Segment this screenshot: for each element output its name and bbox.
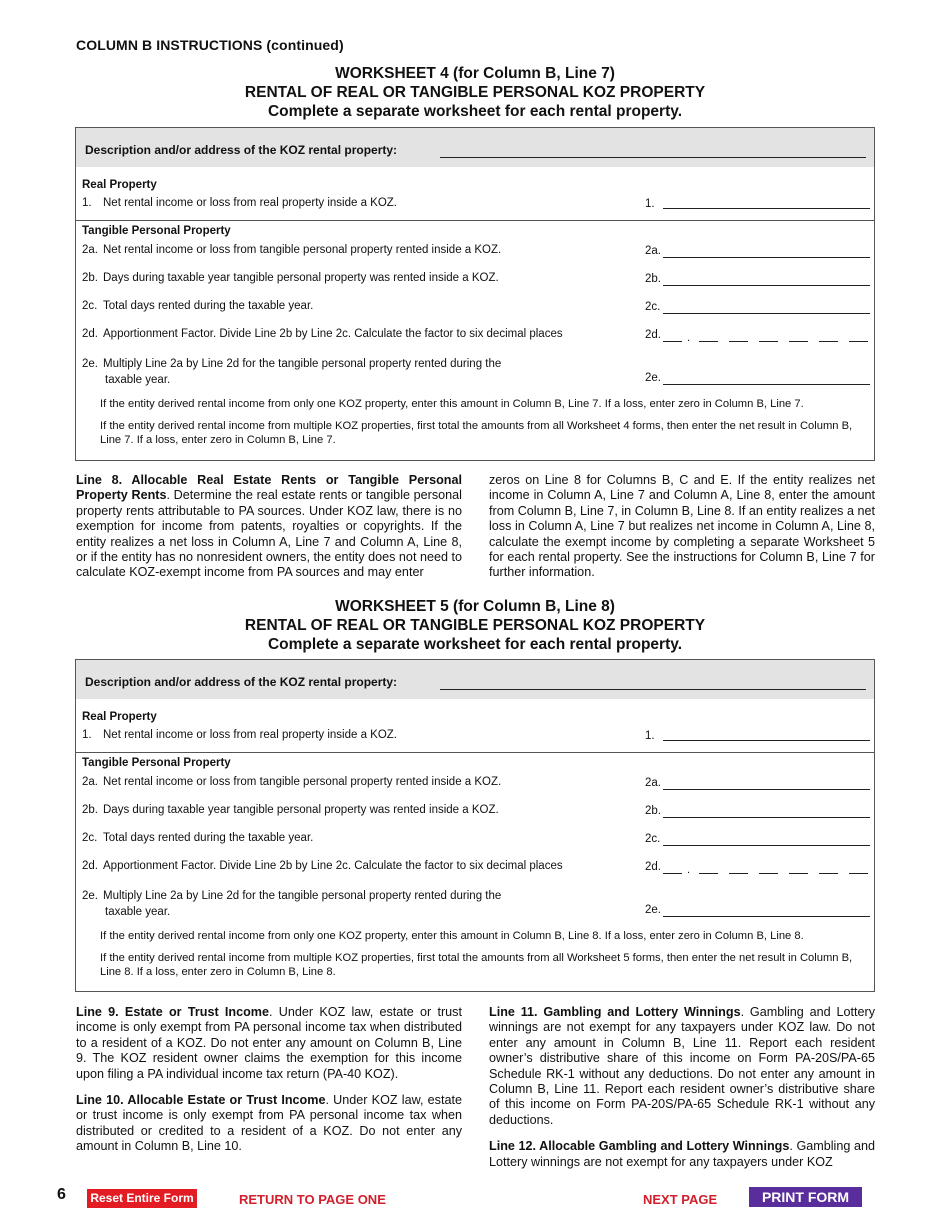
line-2c-field[interactable] bbox=[663, 313, 870, 314]
lower-left-column bbox=[76, 1005, 462, 1166]
section-divider bbox=[76, 220, 874, 221]
line-2d-ref: 2d. bbox=[645, 329, 661, 341]
description-field[interactable] bbox=[440, 689, 866, 690]
line-2a-text: Net rental income or loss from tangible personal property rented inside a KOZ. bbox=[103, 776, 502, 788]
line-8-body-right: zeros on Line 8 for Columns B, C and E. If the entity realizes net income in Column A, Line 7 and Column A, Line 8, enter the amount from Column B, Line 7, in Column B, Line 8. If an entity realizes a net loss in Column A, Line 7 but realizes net income in Column A, Line 8, calculate the exempt income by completing a separate Worksheet 5 for each rental property. See the instructions for Column B, Line 7 for further information. bbox=[489, 473, 875, 580]
section-header: COLUMN B INSTRUCTIONS (continued) bbox=[76, 37, 344, 53]
line-1-text: Net rental income or loss from real property inside a KOZ. bbox=[103, 197, 398, 209]
worksheet-4-note-2: If the entity derived rental income from multiple KOZ properties, first total the amounts from all Worksheet 4 forms, then enter the net result in Column B, Line 7. If a loss, enter zero in Column B, Line 7. bbox=[100, 420, 853, 446]
line-2e-text: Multiply Line 2a by Line 2d for the tangible personal property rented during the bbox=[103, 890, 502, 902]
line-2b-label bbox=[82, 272, 499, 284]
worksheet-5-description-row bbox=[76, 660, 874, 699]
line-2e-number: 2e. bbox=[82, 890, 98, 902]
worksheet-4-title-line1: WORKSHEET 4 (for Column B, Line 7) bbox=[335, 65, 615, 82]
line-2d-number: 2d. bbox=[82, 860, 98, 872]
line-2b-number: 2b. bbox=[82, 804, 98, 816]
line-2e-text-cont: taxable year. bbox=[105, 906, 171, 918]
description-label: Description and/or address of the KOZ rental property: bbox=[85, 143, 398, 157]
line-2d-ref: 2d. bbox=[645, 861, 661, 873]
line-1-field[interactable] bbox=[663, 208, 870, 209]
line-2a-text: Net rental income or loss from tangible personal property rented inside a KOZ. bbox=[103, 244, 502, 256]
lower-right-column bbox=[489, 1005, 875, 1181]
reset-form-button[interactable]: Reset Entire Form bbox=[87, 1189, 197, 1208]
line-2b-ref: 2b. bbox=[645, 805, 661, 817]
line-8-heading: Line 8. Allocable Real Estate Rents or Tangible Personal Property Rents bbox=[76, 473, 462, 503]
line-2b-ref: 2b. bbox=[645, 273, 661, 285]
worksheet-4-title-line2: RENTAL OF REAL OR TANGIBLE PERSONAL KOZ PROPERTY bbox=[244, 84, 706, 101]
line-1-field[interactable] bbox=[663, 740, 870, 741]
line-12-body: . Gambling and Lottery winnings are not exempt for any taxpayers under KOZ bbox=[489, 1139, 875, 1169]
worksheet-5-note-2: If the entity derived rental income from multiple KOZ properties, first total the amounts from all Worksheet 5 forms, then enter the net result in Column B, Line 8. If a loss, enter zero in Column B, Line 8. bbox=[100, 952, 853, 978]
line-11-heading: Line 11. Gambling and Lottery Winnings bbox=[489, 1005, 741, 1019]
line-2d-text: Apportionment Factor. Divide Line 2b by Line 2c. Calculate the factor to six decimal places bbox=[103, 328, 563, 340]
worksheet-5-title bbox=[76, 597, 874, 654]
line-2c-label bbox=[82, 300, 313, 312]
line-2a-ref: 2a. bbox=[645, 245, 661, 257]
worksheet-4-title bbox=[76, 64, 874, 121]
line-2c-text: Total days rented during the taxable year. bbox=[103, 300, 314, 312]
line-2c-number: 2c. bbox=[82, 832, 98, 844]
line-2b-text: Days during taxable year tangible personal property was rented inside a KOZ. bbox=[103, 272, 499, 284]
line-2a-label bbox=[82, 776, 501, 788]
line-1-number: 1. bbox=[82, 197, 92, 209]
worksheet-4-description-row bbox=[76, 128, 874, 167]
line-2a-field[interactable] bbox=[663, 789, 870, 790]
real-property-heading: Real Property bbox=[82, 179, 157, 191]
worksheet-5-note-1: If the entity derived rental income from only one KOZ property, enter this amount in Column B, Line 8. If a loss, enter zero in Column B, Line 8. bbox=[100, 930, 804, 942]
tangible-property-heading: Tangible Personal Property bbox=[82, 225, 231, 237]
line-1-text: Net rental income or loss from real property inside a KOZ. bbox=[103, 729, 398, 741]
line-2c-text: Total days rented during the taxable year. bbox=[103, 832, 314, 844]
next-page-link[interactable]: NEXT PAGE bbox=[643, 1192, 718, 1207]
line-9-heading: Line 9. Estate or Trust Income bbox=[76, 1005, 269, 1019]
line-2d-decimal-field[interactable]: . bbox=[663, 341, 873, 343]
line-2a-number: 2a. bbox=[82, 244, 98, 256]
worksheet-5-title-line2: RENTAL OF REAL OR TANGIBLE PERSONAL KOZ PROPERTY bbox=[244, 617, 706, 634]
line-2e-ref: 2e. bbox=[645, 904, 661, 916]
line-2b-field[interactable] bbox=[663, 817, 870, 818]
line-12-heading: Line 12. Allocable Gambling and Lottery Winnings bbox=[489, 1139, 790, 1154]
line-2b-field[interactable] bbox=[663, 285, 870, 286]
real-property-heading: Real Property bbox=[82, 711, 157, 723]
line-8-right-column bbox=[489, 473, 875, 592]
line-8-body-left: . Determine the real estate rents or tangible personal property rents attributable to PA sources. Under KOZ law, there is no exemption for income from patents, royalties or copyrights. If the entity realizes a net loss in Column A, Line 7 and Column A, Line 8, or if the entity has no nonresident owners, the entity does not need to calculate KOZ-exempt income from PA sources and may enter bbox=[76, 488, 462, 580]
line-2e-text-cont: taxable year. bbox=[105, 374, 171, 386]
line-2d-label bbox=[82, 860, 563, 872]
line-1-ref: 1. bbox=[645, 730, 655, 742]
tangible-property-heading: Tangible Personal Property bbox=[82, 757, 231, 769]
line-2d-text: Apportionment Factor. Divide Line 2b by Line 2c. Calculate the factor to six decimal places bbox=[103, 860, 563, 872]
line-2a-ref: 2a. bbox=[645, 777, 661, 789]
line-2c-ref: 2c. bbox=[645, 833, 661, 845]
line-2e-field[interactable] bbox=[663, 384, 870, 385]
line-2c-number: 2c. bbox=[82, 300, 98, 312]
worksheet-5-title-line3: Complete a separate worksheet for each rental property. bbox=[267, 636, 683, 653]
worksheet-5-title-line1: WORKSHEET 5 (for Column B, Line 8) bbox=[335, 598, 615, 615]
line-2e-text: Multiply Line 2a by Line 2d for the tangible personal property rented during the bbox=[103, 358, 502, 370]
line-10-heading: Line 10. Allocable Estate or Trust Income bbox=[76, 1093, 326, 1108]
line-2b-label bbox=[82, 804, 499, 816]
line-2c-ref: 2c. bbox=[645, 301, 661, 313]
line-1-ref: 1. bbox=[645, 198, 655, 210]
worksheet-4-box bbox=[75, 127, 875, 461]
description-label: Description and/or address of the KOZ rental property: bbox=[85, 675, 398, 689]
section-divider bbox=[76, 752, 874, 753]
line-2d-number: 2d. bbox=[82, 328, 98, 340]
line-2e-field[interactable] bbox=[663, 916, 870, 917]
line-2b-text: Days during taxable year tangible personal property was rented inside a KOZ. bbox=[103, 804, 499, 816]
line-1-label bbox=[82, 729, 397, 741]
line-10-body: . Under KOZ law, estate or trust income is only exempt from PA personal income tax when distributed or credited to a resident of a KOZ. Do not enter any amount in Column B, Line 10. bbox=[76, 1093, 462, 1154]
description-field[interactable] bbox=[440, 157, 866, 158]
line-2c-label bbox=[82, 832, 313, 844]
line-2e-number: 2e. bbox=[82, 358, 98, 370]
page-number: 6 bbox=[57, 1186, 66, 1203]
line-8-left-column bbox=[76, 473, 462, 592]
worksheet-4-title-line3: Complete a separate worksheet for each rental property. bbox=[267, 103, 683, 120]
line-2a-label bbox=[82, 244, 501, 256]
line-1-number: 1. bbox=[82, 729, 92, 741]
worksheet-4-note-1: If the entity derived rental income from only one KOZ property, enter this amount in Column B, Line 7. If a loss, enter zero in Column B, Line 7. bbox=[100, 398, 804, 410]
worksheet-5-box bbox=[75, 659, 875, 992]
return-to-page-one-link[interactable]: RETURN TO PAGE ONE bbox=[239, 1192, 386, 1207]
line-2e-label bbox=[82, 356, 501, 388]
line-2e-label bbox=[82, 888, 501, 920]
line-2c-field[interactable] bbox=[663, 845, 870, 846]
print-form-button[interactable]: PRINT FORM bbox=[749, 1187, 862, 1207]
line-9-body: . Under KOZ law, estate or trust income is only exempt from PA personal income tax when distributed to a resident of a KOZ. Do not enter any amount on Column B, Line 9. The KOZ resident owner claims the exemption for this income upon filing a PA individual income tax return (PA-40 KOZ). bbox=[76, 1005, 462, 1081]
line-2d-decimal-field[interactable]: . bbox=[663, 873, 873, 875]
line-2b-number: 2b. bbox=[82, 272, 98, 284]
line-11-body: . Gambling and Lottery winnings are not exempt for any taxpayers under KOZ law. Do not enter any amount in Column B, Line 11. Report each resident owner’s distributive share of this income on Form PA-20S/PA-65 Schedule RK-1 without any deductions. Do not enter any amount in Column B, Line 11. Report each resident owner’s distributive share of this income on Form PA-20S/PA-65 Schedule RK-1 without any deductions. bbox=[489, 1005, 875, 1127]
line-2a-number: 2a. bbox=[82, 776, 98, 788]
line-2a-field[interactable] bbox=[663, 257, 870, 258]
line-2d-label bbox=[82, 328, 563, 340]
line-2e-ref: 2e. bbox=[645, 372, 661, 384]
line-1-label bbox=[82, 197, 397, 209]
